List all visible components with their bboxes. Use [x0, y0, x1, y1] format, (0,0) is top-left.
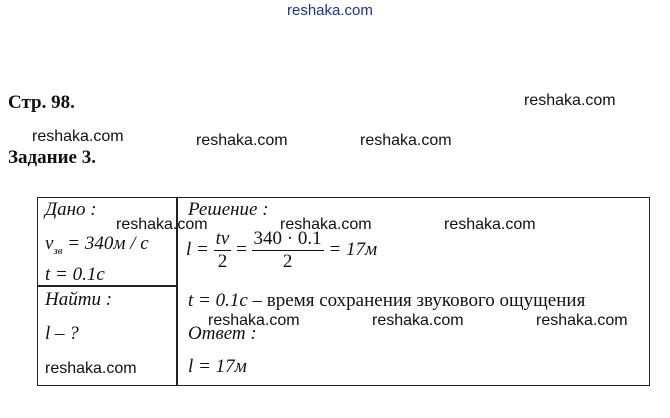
watermark-table-3: reshaka.com [444, 216, 536, 233]
watermark-table-bottom-left: reshaka.com [45, 360, 137, 377]
note-math: t = 0.1с [188, 290, 248, 311]
formula-result: = 17м [328, 238, 378, 260]
given-speed-var: v [45, 233, 54, 254]
formula-fraction-2 [252, 228, 324, 273]
watermark-row2-left: reshaka.com [32, 128, 124, 145]
watermark-table-6: reshaka.com [536, 312, 628, 329]
formula-equals: = [236, 238, 247, 260]
given-speed-sub: зв [53, 244, 63, 257]
solution-note [188, 290, 585, 312]
note-text: – время сохранения звукового ощущения [247, 290, 586, 311]
watermark-table-5: reshaka.com [372, 312, 464, 329]
solution-heading: Решение : [188, 199, 269, 220]
find-unknown: l – ? [45, 323, 79, 344]
given-heading: Дано : [45, 199, 97, 220]
watermark-table-4: reshaka.com [208, 312, 300, 329]
formula-fraction-1 [214, 228, 232, 273]
fraction-1-numerator: tv [215, 228, 230, 249]
fraction-2-denominator: 2 [282, 251, 293, 272]
answer-value: l = 17м [188, 356, 247, 377]
watermark-table-2: reshaka.com [280, 216, 372, 233]
task-label: Задание 3. [8, 147, 96, 168]
given-speed-value: = 340м / с [62, 233, 149, 254]
given-speed [45, 233, 149, 257]
page-label: Стр. 98. [8, 92, 75, 113]
watermark-row2-mid: reshaka.com [196, 132, 288, 149]
answer-heading: Ответ : [188, 323, 257, 344]
watermark-table-1: reshaka.com [116, 216, 208, 233]
watermark-right-top: reshaka.com [524, 92, 616, 109]
given-time: t = 0.1с [45, 264, 105, 285]
watermark-row2-right: reshaka.com [360, 132, 452, 149]
fraction-1-denominator: 2 [217, 251, 228, 272]
find-heading: Найти : [45, 289, 113, 310]
formula-lhs: l = [186, 238, 209, 260]
watermark-top: reshaka.com [287, 2, 373, 19]
fraction-2-numerator: 340 · 0.1 [253, 228, 322, 249]
solution-formula [186, 228, 377, 273]
